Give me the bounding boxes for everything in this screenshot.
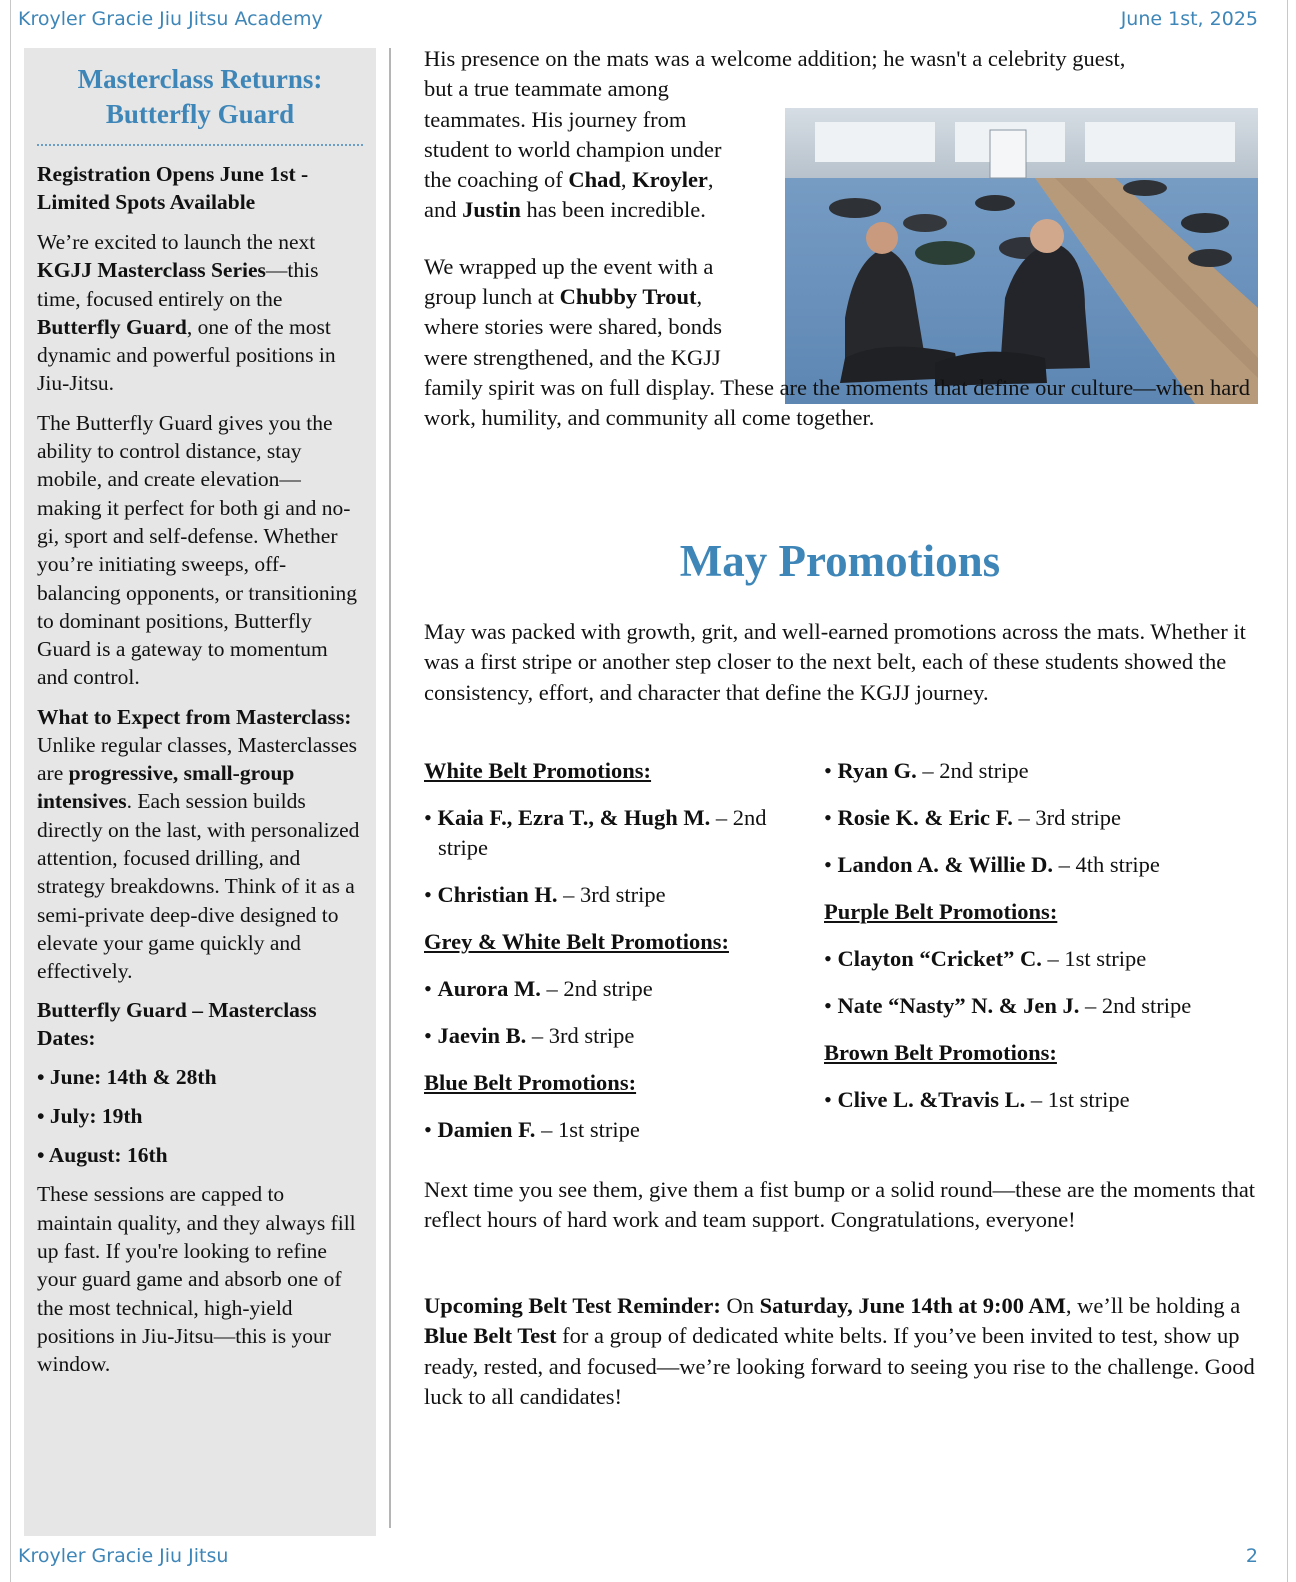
promotion-item: • Kaia F., Ezra T., & Hugh M. – 2nd stripe bbox=[424, 805, 767, 860]
footer-academy-name: Kroyler Gracie Jiu Jitsu bbox=[18, 1545, 229, 1567]
masterclass-sidebar bbox=[24, 48, 376, 1536]
promotion-item: • Aurora M. – 2nd stripe bbox=[424, 976, 653, 1001]
brown-belt-heading: Brown Belt Promotions: bbox=[824, 1040, 1057, 1065]
sidebar-title: Masterclass Returns: Butterfly Guard bbox=[77, 64, 323, 129]
butterfly-guard-paragraph: The Butterfly Guard gives you the ability to control distance, stay mobile, and create elevation—making it perfect for both gi and no-gi, sport and self-defense. Whether you’re initiating sweeps, off-balancing opponents, or transitioning to dominant positions, Butterfly Guard is a gateway to momentum and control. bbox=[37, 410, 358, 690]
purple-belt-heading: Purple Belt Promotions: bbox=[824, 899, 1058, 924]
grey-white-belt-heading: Grey & White Belt Promotions: bbox=[424, 929, 729, 954]
date-item: • August: 16th bbox=[37, 1143, 168, 1168]
intro-first-line: His presence on the mats was a welcome addition; he wasn't a celebrity guest, bbox=[424, 46, 1126, 71]
column-divider bbox=[389, 48, 391, 1528]
expect-heading: What to Expect from Masterclass: bbox=[37, 704, 352, 729]
date-item: • July: 19th bbox=[37, 1104, 143, 1129]
expect-paragraph: Unlike regular classes, Masterclasses are progressive, small-group intensives. Each session builds directly on the last, with personalized attention, focused drilling, and strategy breakdowns. Think of it as a semi-private deep-dive designed to elevate your game quickly and effectively. bbox=[37, 732, 360, 984]
promotions-title: May Promotions bbox=[679, 536, 1001, 586]
intro-paragraph: but a true teammate among teammates. His journey from student to world champion under the coaching of Chad, Kroyler, and Justin has been incredible. bbox=[424, 76, 722, 223]
promotion-item: • Ryan G. – 2nd stripe bbox=[824, 758, 1029, 783]
promotion-item: • Christian H. – 3rd stripe bbox=[424, 882, 666, 907]
promotions-intro: May was packed with growth, grit, and well-earned promotions across the mats. Whether it was a first stripe or another step closer to the next belt, each of these students showed the consistency, effort, and character that define the KGJJ journey. bbox=[424, 619, 1246, 705]
header-academy-name: Kroyler Gracie Jiu Jitsu Academy bbox=[18, 8, 323, 30]
main-column bbox=[424, 44, 1264, 434]
white-belt-heading: White Belt Promotions: bbox=[424, 758, 652, 783]
dotted-divider bbox=[37, 144, 363, 146]
intro-paragraph: We’re excited to launch the next KGJJ Masterclass Series—this time, focused entirely on the Butterfly Guard, one of the most dynamic and powerful positions in Jiu-Jitsu. bbox=[37, 230, 336, 396]
promotion-item: • Landon A. & Willie D. – 4th stripe bbox=[824, 852, 1160, 877]
lunch-paragraph: We wrapped up the event with a group lunch at Chubby Trout, where stories were shared, bonds were strengthened, and the KGJJ bbox=[424, 253, 723, 370]
promotion-item: • Damien F. – 1st stripe bbox=[424, 1117, 640, 1142]
promotion-item: • Clive L. &Travis L. – 1st stripe bbox=[824, 1087, 1130, 1112]
lunch-paragraph-tail: family spirit was on full display. These are the moments that define our culture—when hard work, humility, and community all come together. bbox=[424, 374, 1251, 431]
promotion-item: • Nate “Nasty” N. & Jen J. – 2nd stripe bbox=[824, 993, 1192, 1018]
capacity-paragraph: These sessions are capped to maintain quality, and they always fill up fast. If you're looking to refine your guard game and absorb one of the most technical, high-yield positions in Jiu-Jitsu—this is your window. bbox=[37, 1182, 356, 1377]
congrats-paragraph: Next time you see them, give them a fist bump or a solid round—these are the moments that reflect hours of hard work and team support. Congratulations, everyone! bbox=[424, 1177, 1256, 1233]
promotion-item: • Jaevin B. – 3rd stripe bbox=[424, 1023, 635, 1048]
promotions-column-right bbox=[824, 756, 1264, 1115]
belt-test-reminder: Upcoming Belt Test Reminder: On Saturday, June 14th at 9:00 AM, we’ll be holding a Blue Belt Test for a group of dedicated white belts. If you’ve been invited to test, show up ready, rested, and focused—we’re looking forward to seeing you rise to the challenge. Good luck to all candidates! bbox=[424, 1293, 1255, 1409]
page-number: 2 bbox=[1245, 1545, 1258, 1567]
blue-belt-heading: Blue Belt Promotions: bbox=[424, 1070, 637, 1095]
promotion-item: • Rosie K. & Eric F. – 3rd stripe bbox=[824, 805, 1122, 830]
registration-notice: Registration Opens June 1st - Limited Spots Available bbox=[37, 162, 309, 214]
promotions-column-left bbox=[424, 756, 820, 1145]
promotion-item: • Clayton “Cricket” C. – 1st stripe bbox=[824, 946, 1147, 971]
date-item: • June: 14th & 28th bbox=[37, 1065, 217, 1090]
header-date: June 1st, 2025 bbox=[1120, 8, 1258, 30]
dates-heading: Butterfly Guard – Masterclass Dates: bbox=[37, 998, 317, 1051]
